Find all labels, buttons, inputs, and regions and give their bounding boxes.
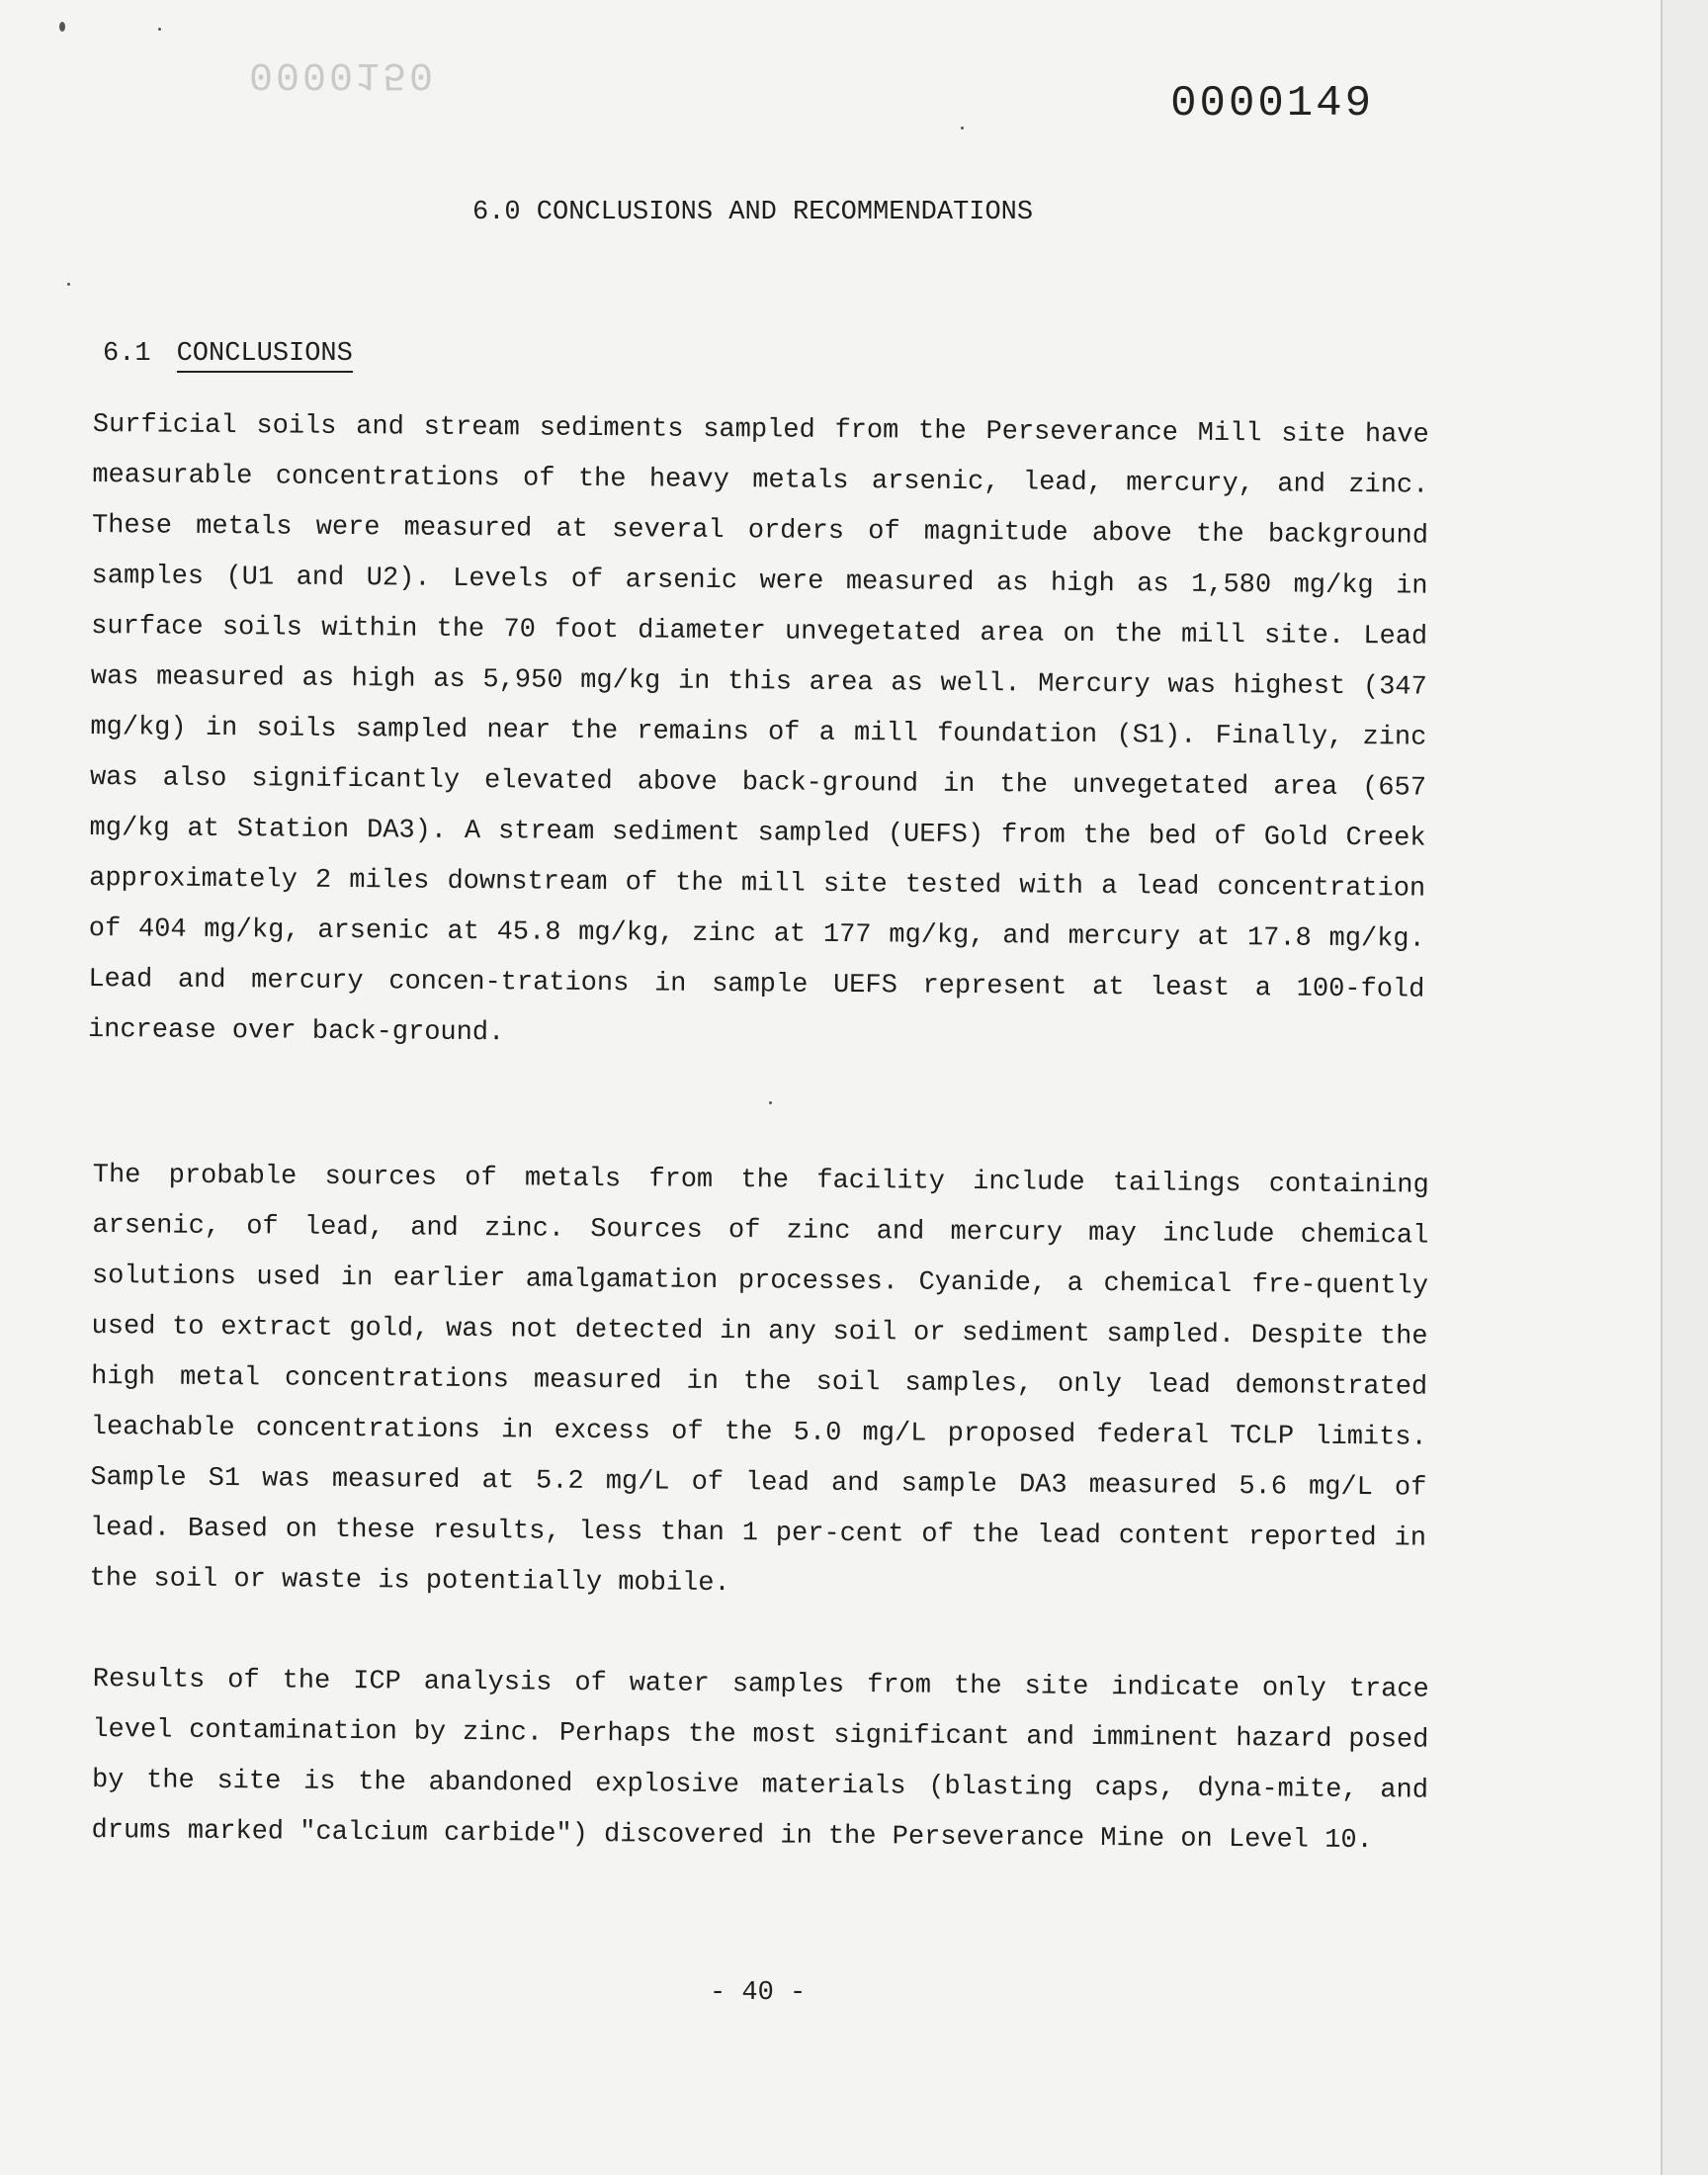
scan-speck xyxy=(769,1101,772,1104)
scan-speck xyxy=(67,283,70,286)
section-name: CONCLUSIONS xyxy=(177,339,353,373)
paragraph-sources: The probable sources of metals from the facility include tailings containing arsenic, of lead, and zinc. Sources of zinc and mercury may include chemical solutions used in earlier amalgamation processes. Cyanide, a chemical fre-quently used to extract gold, was not detected in any soil or sediment sampled. Despite the high metal concentrations measured in the soil samples, only lead demonstrated leachable concentrations in excess of the 5.0 mg/L proposed federal TCLP limits. Sample S1 was measured at 5.2 mg/L of lead and sample DA3 measured 5.6 mg/L of lead. Based on these results, less than 1 per-cent of the lead content reported in the soil or waste is potentially mobile. xyxy=(89,1160,1429,1600)
page-number: - 40 - xyxy=(710,1978,807,2008)
section-heading xyxy=(103,339,353,369)
bleed-through-number: 0000150 xyxy=(249,51,437,96)
section-number: 6.1 xyxy=(103,339,151,369)
paragraph-findings: Surficial soils and stream sediments sampled from the Perseverance Mill site have measurable concentrations of the heavy metals arsenic, lead, mercury, and zinc. These metals were measured at several orders of magnitude above the background samples (U1 and U2). Levels of arsenic were measured as high as 1,580 mg/kg in surface soils within the 70 foot diameter unvegetated area on the mill site. Lead was measured as high as 5,950 mg/kg in this area as well. Mercury was highest (347 mg/kg) in soils sampled near the remains of a mill foundation (S1). Finally, zinc was also significantly elevated above back-ground in the unvegetated area (657 mg/kg at Station DA3). A stream sediment sampled (UEFS) from the bed of Gold Creek approximately 2 miles downstream of the mill site tested with a lead concentration of 404 mg/kg, arsenic at 45.8 mg/kg, zinc at 177 mg/kg, and mercury at 17.8 mg/kg. Lead and mercury concen-trations in sample UEFS represent at least a 100-fold increase over back-ground. xyxy=(87,409,1429,1049)
document-number: 0000149 xyxy=(1170,79,1374,129)
page-title: 6.0 CONCLUSIONS AND RECOMMENDATIONS xyxy=(472,198,1034,227)
scan-speck xyxy=(59,22,65,32)
scan-speck xyxy=(158,28,161,31)
paragraph-water-hazards: Results of the ICP analysis of water samples from the site indicate only trace level contamination by zinc. Perhaps the most significant and imminent hazard posed by the site is the abandoned explosive materials (blasting caps, dyna-mite, and drums marked "calcium carbide") discovered in the Perseverance Mine on Level 10. xyxy=(91,1664,1429,1857)
scan-speck xyxy=(961,127,964,130)
